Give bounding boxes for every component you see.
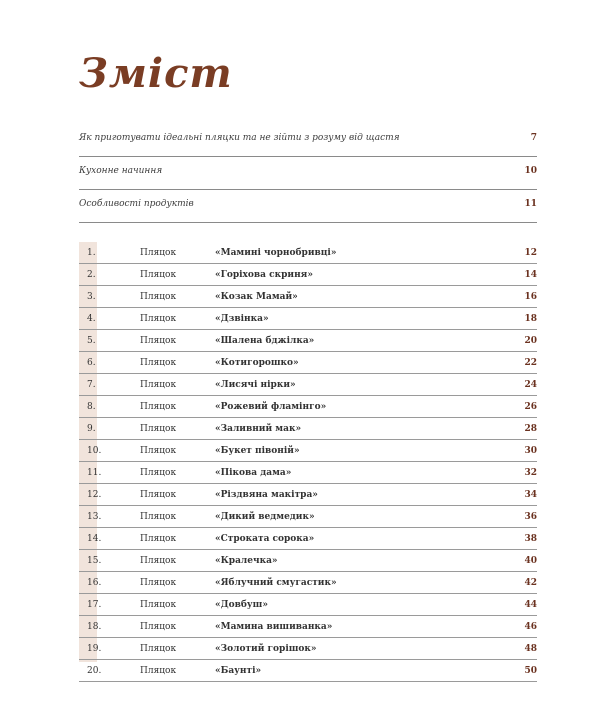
recipe-kind: Пляцок <box>140 336 177 346</box>
recipe-number: 2. <box>87 270 96 280</box>
recipe-number: 17. <box>87 600 102 610</box>
recipe-page-number: 34 <box>524 490 537 500</box>
recipe-kind: Пляцок <box>140 600 177 610</box>
recipe-page-number: 30 <box>524 446 537 456</box>
recipe-number: 5. <box>87 336 96 346</box>
recipe-name: «Букет півоній» <box>215 446 300 456</box>
recipe-page-number: 38 <box>524 534 537 544</box>
recipe-number: 4. <box>87 314 96 324</box>
recipe-row[interactable] <box>79 308 537 330</box>
recipe-number: 14. <box>87 534 102 544</box>
recipe-kind: Пляцок <box>140 644 177 654</box>
recipe-name: «Дзвінка» <box>215 314 269 324</box>
entry-page-number: 7 <box>530 133 537 143</box>
recipe-name: «Шалена бджілка» <box>215 336 315 346</box>
recipe-number: 16. <box>87 578 102 588</box>
recipe-page-number: 44 <box>524 600 537 610</box>
entry-page-number: 10 <box>524 166 537 176</box>
recipe-kind: Пляцок <box>140 666 177 676</box>
recipe-name: «Заливний мак» <box>215 424 302 434</box>
recipe-kind: Пляцок <box>140 512 177 522</box>
recipe-kind: Пляцок <box>140 490 177 500</box>
recipe-name: «Різдвяна макітра» <box>215 490 318 500</box>
recipe-kind: Пляцок <box>140 622 177 632</box>
recipe-name: «Пікова дама» <box>215 468 292 478</box>
recipe-row[interactable] <box>79 374 537 396</box>
recipe-number: 12. <box>87 490 102 500</box>
recipe-number: 19. <box>87 644 102 654</box>
recipe-kind: Пляцок <box>140 358 177 368</box>
recipe-number: 8. <box>87 402 96 412</box>
recipe-number: 15. <box>87 556 102 566</box>
recipe-row[interactable] <box>79 352 537 374</box>
recipe-row[interactable] <box>79 462 537 484</box>
recipe-number: 18. <box>87 622 102 632</box>
entry-page-number: 11 <box>524 199 537 209</box>
recipe-number: 13. <box>87 512 102 522</box>
recipe-kind: Пляцок <box>140 556 177 566</box>
recipe-page-number: 16 <box>524 292 537 302</box>
recipe-number: 10. <box>87 446 102 456</box>
recipe-name: «Мамина вишиванка» <box>215 622 333 632</box>
recipe-page-number: 20 <box>524 336 537 346</box>
recipe-page-number: 18 <box>524 314 537 324</box>
recipe-page-number: 28 <box>524 424 537 434</box>
recipe-number: 3. <box>87 292 96 302</box>
recipe-name: «Рожевий фламінго» <box>215 402 327 412</box>
recipe-number: 7. <box>87 380 96 390</box>
recipe-number: 9. <box>87 424 96 434</box>
entry-label: Особливості продуктів <box>79 199 194 209</box>
recipe-name: «Дикий ведмедик» <box>215 512 315 522</box>
toc-entry[interactable] <box>79 124 537 157</box>
recipe-name: «Золотий горішок» <box>215 644 317 654</box>
recipe-kind: Пляцок <box>140 314 177 324</box>
recipe-kind: Пляцок <box>140 292 177 302</box>
toc-entry[interactable] <box>79 157 537 190</box>
recipe-row[interactable] <box>79 286 537 308</box>
recipe-kind: Пляцок <box>140 446 177 456</box>
recipe-list <box>79 242 537 682</box>
recipe-kind: Пляцок <box>140 248 177 258</box>
recipe-name: «Баунті» <box>215 666 262 676</box>
recipe-name: «Мамині чорнобривці» <box>215 248 337 258</box>
recipe-page-number: 22 <box>524 358 537 368</box>
recipe-row[interactable] <box>79 638 537 660</box>
recipe-page-number: 32 <box>524 468 537 478</box>
recipe-page-number: 24 <box>524 380 537 390</box>
recipe-row[interactable] <box>79 418 537 440</box>
recipe-row[interactable] <box>79 484 537 506</box>
recipe-page-number: 46 <box>524 622 537 632</box>
entry-label: Кухонне начиння <box>79 166 163 176</box>
recipe-page-number: 12 <box>524 248 537 258</box>
recipe-kind: Пляцок <box>140 380 177 390</box>
recipe-number: 11. <box>87 468 102 478</box>
recipe-row[interactable] <box>79 572 537 594</box>
recipe-number: 6. <box>87 358 96 368</box>
recipe-name: «Котигорошко» <box>215 358 299 368</box>
recipe-page-number: 36 <box>524 512 537 522</box>
recipe-name: «Довбуш» <box>215 600 268 610</box>
recipe-kind: Пляцок <box>140 534 177 544</box>
recipe-number: 20. <box>87 666 102 676</box>
recipe-number: 1. <box>87 248 96 258</box>
recipe-page-number: 48 <box>524 644 537 654</box>
recipe-row[interactable] <box>79 506 537 528</box>
recipe-row[interactable] <box>79 242 537 264</box>
recipe-row[interactable] <box>79 330 537 352</box>
recipe-row[interactable] <box>79 528 537 550</box>
toc-entry[interactable] <box>79 190 537 223</box>
recipe-row[interactable] <box>79 264 537 286</box>
recipe-page-number: 50 <box>524 666 537 676</box>
recipe-row[interactable] <box>79 616 537 638</box>
recipe-row[interactable] <box>79 550 537 572</box>
recipe-page-number: 14 <box>524 270 537 280</box>
recipe-name: «Козак Мамай» <box>215 292 298 302</box>
page-title: Зміст <box>79 50 233 97</box>
recipe-name: «Кралечка» <box>215 556 278 566</box>
recipe-kind: Пляцок <box>140 578 177 588</box>
recipe-page-number: 42 <box>524 578 537 588</box>
recipe-kind: Пляцок <box>140 424 177 434</box>
recipe-page-number: 40 <box>524 556 537 566</box>
recipe-row[interactable] <box>79 660 537 682</box>
recipe-name: «Горіхова скриня» <box>215 270 313 280</box>
recipe-kind: Пляцок <box>140 468 177 478</box>
recipe-row[interactable] <box>79 594 537 616</box>
recipe-kind: Пляцок <box>140 270 177 280</box>
recipe-name: «Строката сорока» <box>215 534 315 544</box>
recipe-name: «Яблучний смугастик» <box>215 578 337 588</box>
recipe-name: «Лисячі нірки» <box>215 380 296 390</box>
entry-label: Як приготувати ідеальні пляцки та не зійти з розуму від щастя <box>79 133 400 143</box>
recipe-row[interactable] <box>79 396 537 418</box>
recipe-row[interactable] <box>79 440 537 462</box>
recipe-page-number: 26 <box>524 402 537 412</box>
recipe-kind: Пляцок <box>140 402 177 412</box>
intro-section <box>79 124 537 223</box>
